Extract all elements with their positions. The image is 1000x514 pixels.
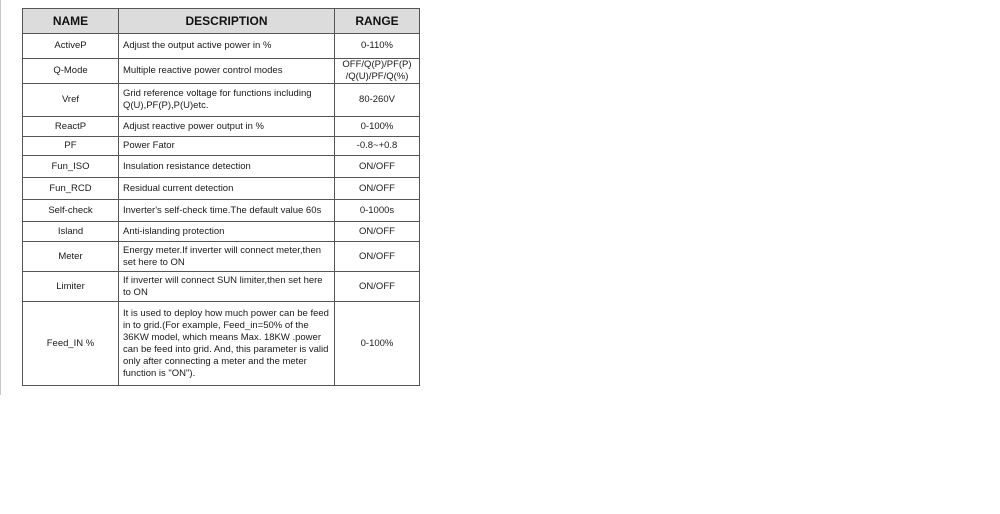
param-name: Self-check bbox=[23, 200, 119, 222]
left-border-line bbox=[0, 0, 1, 395]
param-name: ActiveP bbox=[23, 34, 119, 59]
param-range: ON/OFF bbox=[335, 156, 420, 178]
table-row bbox=[23, 178, 420, 200]
param-name: Vref bbox=[23, 84, 119, 117]
table-row bbox=[23, 242, 420, 272]
param-range: -0.8~+0.8 bbox=[335, 137, 420, 156]
parameter-table bbox=[22, 8, 420, 386]
param-range: 0-100% bbox=[335, 302, 420, 386]
param-description: Residual current detection bbox=[119, 178, 335, 200]
column-header-range: RANGE bbox=[335, 9, 420, 34]
table-row bbox=[23, 222, 420, 242]
param-description: It is used to deploy how much power can be feed in to grid.(For example, Feed_in=50% of the 36KW model, which means Max. 18KW .power can be feed into grid. And, this parameter is valid only after connecting a meter and the meter function is "ON"). bbox=[119, 302, 335, 386]
table-row bbox=[23, 156, 420, 178]
param-description: Adjust reactive power output in % bbox=[119, 117, 335, 137]
param-name: Fun_ISO bbox=[23, 156, 119, 178]
param-description: Inverter's self-check time.The default value 60s bbox=[119, 200, 335, 222]
table-row bbox=[23, 84, 420, 117]
param-name: Fun_RCD bbox=[23, 178, 119, 200]
column-header-description: DESCRIPTION bbox=[119, 9, 335, 34]
param-name: Island bbox=[23, 222, 119, 242]
table-row bbox=[23, 137, 420, 156]
param-range: ON/OFF bbox=[335, 222, 420, 242]
table-header-row bbox=[23, 9, 420, 34]
param-description: Grid reference voltage for functions including Q(U),PF(P),P(U)etc. bbox=[119, 84, 335, 117]
param-name: PF bbox=[23, 137, 119, 156]
param-name: Q-Mode bbox=[23, 59, 119, 84]
param-range: ON/OFF bbox=[335, 272, 420, 302]
param-range: 80-260V bbox=[335, 84, 420, 117]
param-description: Insulation resistance detection bbox=[119, 156, 335, 178]
param-name: ReactP bbox=[23, 117, 119, 137]
param-description: Energy meter.If inverter will connect meter,then set here to ON bbox=[119, 242, 335, 272]
table-row bbox=[23, 200, 420, 222]
param-range: 0-110% bbox=[335, 34, 420, 59]
table-row bbox=[23, 34, 420, 59]
param-range: ON/OFF bbox=[335, 178, 420, 200]
param-range: 0-100% bbox=[335, 117, 420, 137]
param-description: Anti-islanding protection bbox=[119, 222, 335, 242]
param-range: 0-1000s bbox=[335, 200, 420, 222]
table-row bbox=[23, 59, 420, 84]
param-name: Feed_IN % bbox=[23, 302, 119, 386]
param-name: Meter bbox=[23, 242, 119, 272]
column-header-name: NAME bbox=[23, 9, 119, 34]
table-row bbox=[23, 117, 420, 137]
param-description: Adjust the output active power in % bbox=[119, 34, 335, 59]
param-description: If inverter will connect SUN limiter,then set here to ON bbox=[119, 272, 335, 302]
table-row bbox=[23, 272, 420, 302]
param-range: OFF/Q(P)/PF(P) /Q(U)/PF/Q(%) bbox=[335, 59, 420, 84]
param-description: Multiple reactive power control modes bbox=[119, 59, 335, 84]
param-name: Limiter bbox=[23, 272, 119, 302]
param-description: Power Fator bbox=[119, 137, 335, 156]
param-range: ON/OFF bbox=[335, 242, 420, 272]
table-row bbox=[23, 302, 420, 386]
